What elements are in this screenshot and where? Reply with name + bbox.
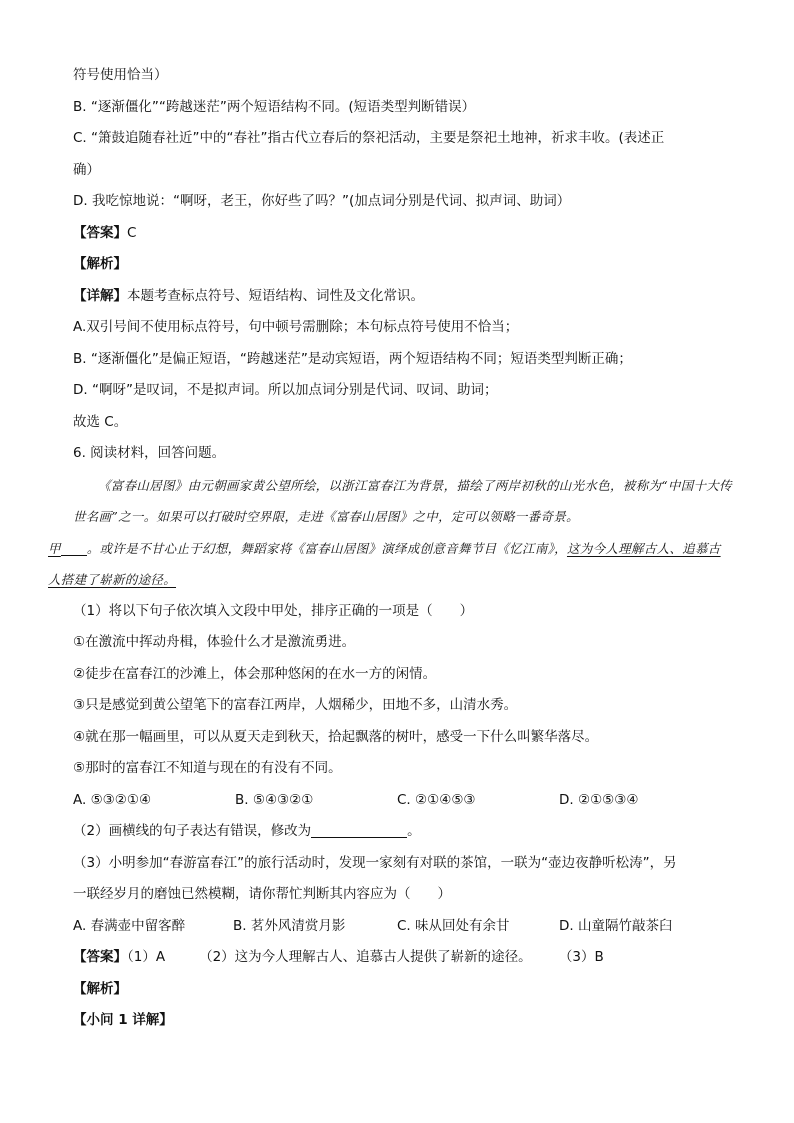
detail-d: D. “啊呀”是叹词，不是拟声词。所以加点词分别是代词、叹词、助词； xyxy=(73,382,498,398)
sub-question-3-line1: （3）小明参加“春游富春江”的旅行活动时，发现一家刻有对联的茶馆，一联为“壶边夜静听松涛”，另 xyxy=(73,854,677,871)
sentence-1: ①在激流中挥动舟楫，体验什么才是激流勇进。 xyxy=(73,634,356,650)
question-6-title: 6. 阅读材料，回答问题。 xyxy=(73,445,226,461)
option-d: D. ②①⑤③④ xyxy=(559,791,639,808)
sentence-2: ②徒步在富春江的沙滩上，体会那种悠闲的在水一方的闲情。 xyxy=(73,665,437,682)
option-c-line: C. “箫鼓追随春社近”中的“春社”指古代立春后的祭祀活动，主要是祭祀土地神，祈求丰收。(表述正 xyxy=(73,130,665,146)
answer-3: （3）B xyxy=(565,949,604,965)
sentence-5: ⑤那时的富春江不知道与现在的有没有不同。 xyxy=(73,760,342,776)
options-row-1 xyxy=(73,785,733,817)
detail-conclusion: 故选 C。 xyxy=(73,413,128,430)
answer-2: （2）这为今人理解古人、追慕古人提供了崭新的途径。 xyxy=(199,949,532,965)
option-b: B. ⑤④③②① xyxy=(235,791,314,808)
option-c-line-cont: 确） xyxy=(73,161,100,178)
passage-part2: 。或许是不甘心止于幻想，舞蹈家将《富春山居图》演绎成创意音舞节目《忆江南》， xyxy=(86,540,567,556)
answer-line xyxy=(73,218,733,250)
sub-question-2-end: 。 xyxy=(407,823,421,839)
passage-part1: 《富春山居图》由元朝画家黄公望所绘，以浙江富春江为背景，描绘了两岸初秋的山光水色，被称为“中国十大传世名画”之一。如果可以打破时空界限，走进《富春山居图》之中，定可以领略一番奇景。 xyxy=(73,477,732,524)
options-row-3 xyxy=(73,911,733,943)
passage-blank-line xyxy=(61,539,87,556)
detail-text: 本题考查标点符号、短语结构、词性及文化常识。 xyxy=(127,287,424,304)
text-line: 符号使用恰当） xyxy=(73,67,168,83)
answer-1: （1）A xyxy=(127,949,166,965)
passage-underlined-sentence: 这为今人理解古人、追慕古人搭建了崭新的途径。 xyxy=(48,540,721,587)
answer-tag: 【答案】 xyxy=(73,224,127,241)
answer-value: C xyxy=(127,224,137,241)
passage-line3 xyxy=(48,533,733,596)
option-b: B. 茗外风清赏月影 xyxy=(233,917,346,934)
option-a: A. ⑤③②①④ xyxy=(73,791,152,808)
answer-blank xyxy=(311,821,407,838)
option-b-line: B. “逐渐僵化”“跨越迷茫”两个短语结构不同。(短语类型判断错误） xyxy=(73,98,476,115)
sub-question-2-text: （2）画横线的句子表达有错误，修改为 xyxy=(73,823,312,839)
detail-line xyxy=(73,281,733,313)
analysis-heading-6: 【解析】 xyxy=(73,980,127,997)
answer-tag: 【答案】 xyxy=(73,949,127,965)
passage-blank: 甲 xyxy=(48,540,61,556)
answer-line-6 xyxy=(73,942,733,974)
sentence-3: ③只是感觉到黄公望笔下的富春江两岸，人烟稀少，田地不多，山清水秀。 xyxy=(73,697,518,713)
small-question-1-heading: 【小问 1 详解】 xyxy=(73,1012,173,1028)
option-a: A. 春满壶中留客醉 xyxy=(73,917,186,934)
reading-passage xyxy=(48,470,733,596)
sentence-4: ④就在那一幅画里，可以从夏天走到秋天，拾起飘落的树叶，感受一下什么叫繁华落尽。 xyxy=(73,728,599,745)
analysis-heading: 【解析】 xyxy=(73,256,127,272)
option-c: C. 味从回处有余甘 xyxy=(397,917,510,934)
option-d-line: D. 我吃惊地说：“啊呀，老王，你好些了吗？”(加点词分别是代词、拟声词、助词） xyxy=(73,193,571,209)
detail-tag: 【详解】 xyxy=(73,287,127,304)
detail-b: B. “逐渐僵化”是偏正短语，“跨越迷茫”是动宾短语，两个短语结构不同；短语类型判断正确； xyxy=(73,350,632,367)
option-c: C. ②①④⑤③ xyxy=(397,791,476,808)
document-page xyxy=(48,60,733,1037)
detail-a: A.双引号间不使用标点符号，句中顿号需删除；本句标点符号使用不恰当； xyxy=(73,319,519,335)
option-d: D. 山童隔竹敲茶臼 xyxy=(559,917,673,934)
sub-question-1: （1）将以下句子依次填入文段中甲处，排序正确的一项是（ ） xyxy=(73,602,474,619)
sub-question-2 xyxy=(73,816,733,848)
sub-question-3-line2: 一联经岁月的磨蚀已然模糊，请你帮忙判断其内容应为（ ） xyxy=(73,886,451,902)
